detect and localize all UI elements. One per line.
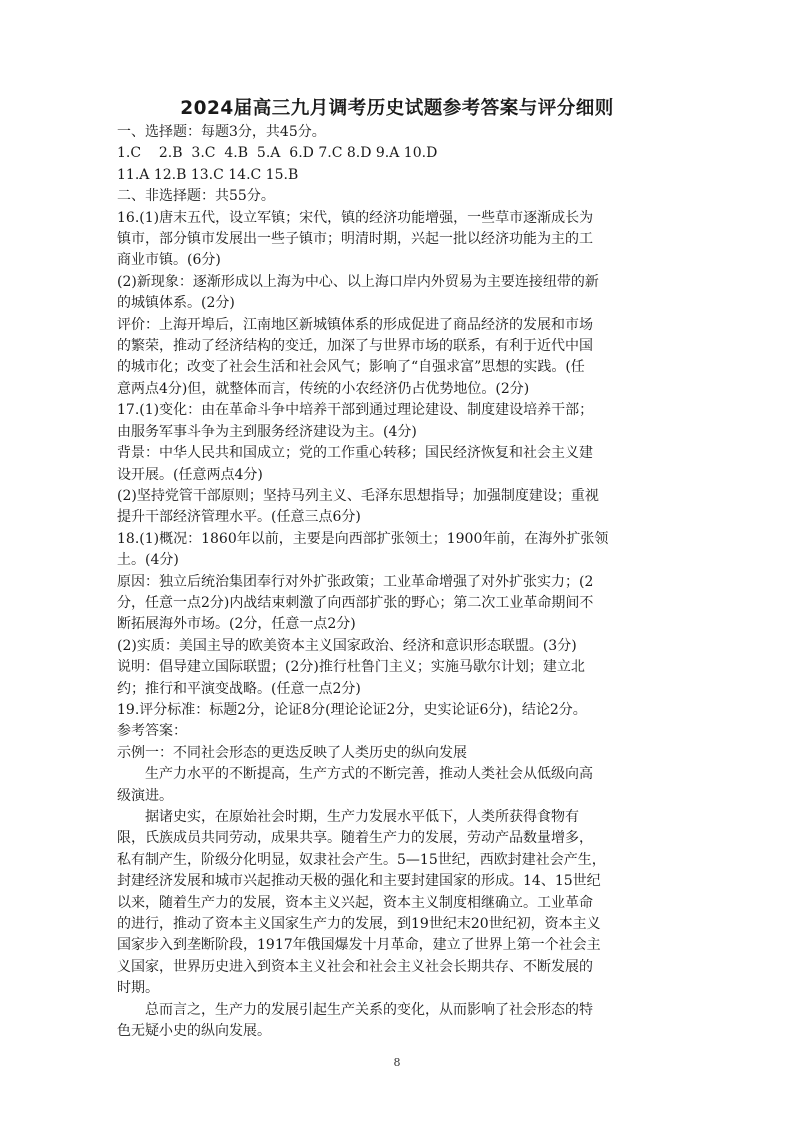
essay-paragraph-line: 国家步入到垄断阶段，1917年俄国爆发十月革命，建立了世界上第一个社会主 bbox=[117, 937, 601, 954]
answer-line: 19.评分标准：标题2分，论证8分(理论论证2分，史实论证6分)，结论2分。 bbox=[117, 701, 587, 718]
essay-paragraph-line: 级演进。 bbox=[117, 787, 173, 804]
answer-line: 由服务军事斗争为主到服务经济建设为主。(4分) bbox=[117, 423, 417, 440]
answer-line: (2)新现象：逐渐形成以上海为中心、以上海口岸内外贸易为主要连接纽带的新 bbox=[117, 273, 599, 290]
answer-line: 设开展。(任意两点4分) bbox=[117, 466, 263, 483]
answer-line: 商业市镇。(6分) bbox=[117, 252, 221, 269]
answer-line: 断拓展海外市场。(2分，任意一点2分) bbox=[117, 616, 356, 633]
answer-sheet bbox=[117, 94, 677, 1042]
essay-paragraph-line: 限，氏族成员共同劳动，成果共享。随着生产力的发展，劳动产品数量增多， bbox=[117, 830, 593, 847]
answer-line: 评价：上海开埠后，江南地区新城镇体系的形成促进了商品经济的发展和市场 bbox=[117, 316, 593, 333]
essay-paragraph-line: 私有制产生，阶级分化明显，奴隶社会产生。5—15世纪，西欧封建社会产生， bbox=[117, 851, 606, 868]
essay-paragraph-line: 时期。 bbox=[117, 980, 159, 997]
essay-paragraph-line: 生产力水平的不断提高，生产方式的不断完善，推动人类社会从低级向高 bbox=[145, 766, 593, 783]
answer-line: (2)实质：美国主导的欧美资本主义国家政治、经济和意识形态联盟。(3分) bbox=[117, 637, 577, 654]
essay-paragraph-line: 色无疑小史的纵向发展。 bbox=[117, 1023, 271, 1040]
answer-line: 镇市，部分镇市发展出一些子镇市；明清时期，兴起一批以经济功能为主的工 bbox=[117, 231, 593, 248]
essay-paragraph-line: 总而言之，生产力的发展引起生产关系的变化，从而影响了社会形态的特 bbox=[145, 1001, 593, 1018]
answer-line: 的城市化；改变了社会生活和社会风气；影响了“自强求富”思想的实践。(任 bbox=[117, 359, 585, 376]
answer-line: 11.A 12.B 13.C 14.C 15.B bbox=[117, 166, 299, 183]
answer-line: 17.(1)变化：由在革命斗争中培养干部到通过理论建设、制度建设培养干部； bbox=[117, 402, 594, 419]
answer-line: 约；推行和平演变战略。(任意一点2分) bbox=[117, 680, 361, 697]
essay-paragraph-line: 义国家，世界历史进入到资本主义社会和社会主义社会长期共存、不断发展的 bbox=[117, 958, 593, 975]
answer-line: 示例一：不同社会形态的更迭反映了人类历史的纵向发展 bbox=[117, 744, 467, 761]
answer-line: 的繁荣，推动了经济结构的变迁，加深了与世界市场的联系，有利于近代中国 bbox=[117, 338, 593, 355]
essay-paragraph-line: 据诸史实，在原始社会时期，生产力发展水平低下，人类所获得食物有 bbox=[145, 809, 579, 825]
answer-line: 土。(4分) bbox=[117, 552, 179, 569]
section-heading: 二、非选择题：共55分。 bbox=[117, 188, 275, 205]
essay-paragraph-line: 的进行，推动了资本主义国家生产力的发展，到19世纪末20世纪初，资本主义 bbox=[117, 916, 601, 933]
essay-paragraph-line: 以来，随着生产力的发展，资本主义兴起，资本主义制度相继确立。工业革命 bbox=[117, 894, 593, 911]
section-heading: 一、选择题：每题3分，共45分。 bbox=[117, 124, 326, 140]
answer-line: 分，任意一点2分)内战结束刺激了向西部扩张的野心；第二次工业革命期间不 bbox=[117, 594, 594, 611]
answer-line: 16.(1)唐末五代，设立军镇；宋代，镇的经济功能增强，一些草市逐渐成长为 bbox=[117, 209, 594, 226]
essay-paragraph-line: 封建经济发展和城市兴起推动天极的强化和主要封建国家的形成。14、15世纪 bbox=[117, 873, 601, 890]
answer-line: 说明：倡导建立国际联盟；(2分)推行杜鲁门主义；实施马歇尔计划；建立北 bbox=[117, 659, 585, 676]
answer-line: 原因：独立后统治集团奉行对外扩张政策；工业革命增强了对外扩张实力；(2 bbox=[117, 573, 594, 590]
answer-line: (2)坚持党管干部原则；坚持马列主义、毛泽东思想指导；加强制度建设；重视 bbox=[117, 487, 599, 504]
answer-line: 意两点4分)但，就整体而言，传统的小农经济仍占优势地位。(2分) bbox=[117, 380, 530, 397]
page-number: 8 bbox=[393, 1056, 401, 1069]
answer-line: 背景：中华人民共和国成立；党的工作重心转移；国民经济恢复和社会主义建 bbox=[117, 445, 593, 462]
answer-line: 的城镇体系。(2分) bbox=[117, 295, 235, 312]
answer-line: 参考答案： bbox=[117, 723, 187, 740]
answer-line: 1.C 2.B 3.C 4.B 5.A 6.D 7.C 8.D 9.A 10.D bbox=[117, 145, 438, 162]
answer-line: 18.(1)概况：1860年以前，主要是向西部扩张领土；1900年前，在海外扩张领 bbox=[117, 530, 609, 547]
answer-line: 提升干部经济管理水平。(任意三点6分) bbox=[117, 509, 361, 526]
document-title: 2024届高三九月调考历史试题参考答案与评分细则 bbox=[180, 98, 614, 119]
